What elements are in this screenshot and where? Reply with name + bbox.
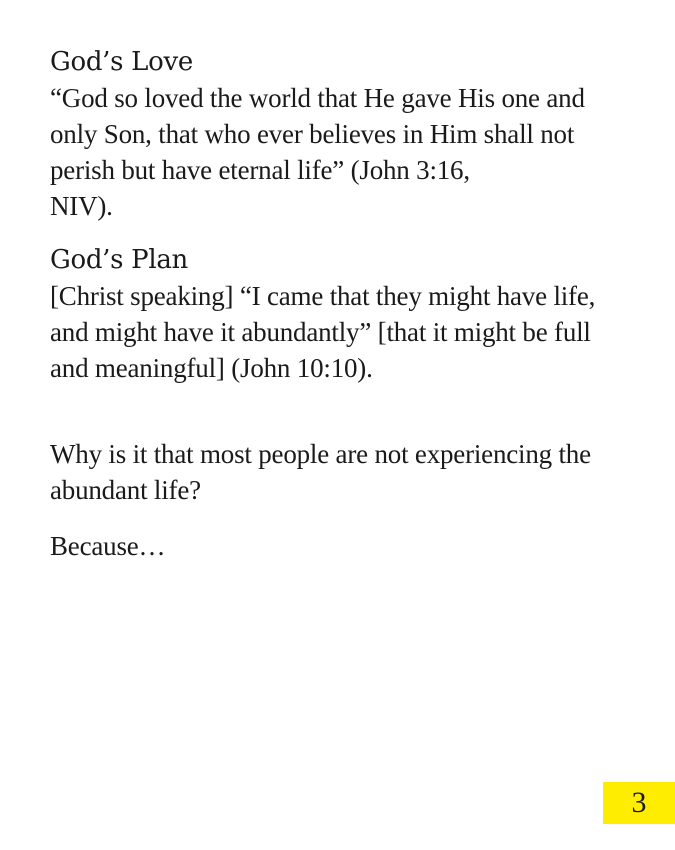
question-text: Why is it that most people are not experiencing the abundant life? (50, 439, 591, 505)
page-content (50, 44, 620, 564)
section-heading-gods-plan: God’s Plan (50, 245, 188, 275)
page-number: 3 (603, 782, 675, 824)
section-gods-love (50, 44, 620, 224)
verse-john-10-10: [Christ speaking] “I came that they might have life, and might have it abundantly” [that it might be full and meaningful] (John 10:10). (50, 281, 596, 383)
because-text: Because… (50, 531, 166, 561)
verse-text: “God so loved the world that He gave His one and only Son, that who ever believes in Him shall not perish but have eternal life” (John 3:16, (50, 83, 585, 185)
verse-john-3-16 (50, 80, 620, 224)
section-gods-plan (50, 242, 620, 386)
section-heading-gods-love: God’s Love (50, 47, 193, 77)
verse-end: ). (97, 191, 113, 221)
translation-abbrev: NIV (50, 191, 98, 221)
